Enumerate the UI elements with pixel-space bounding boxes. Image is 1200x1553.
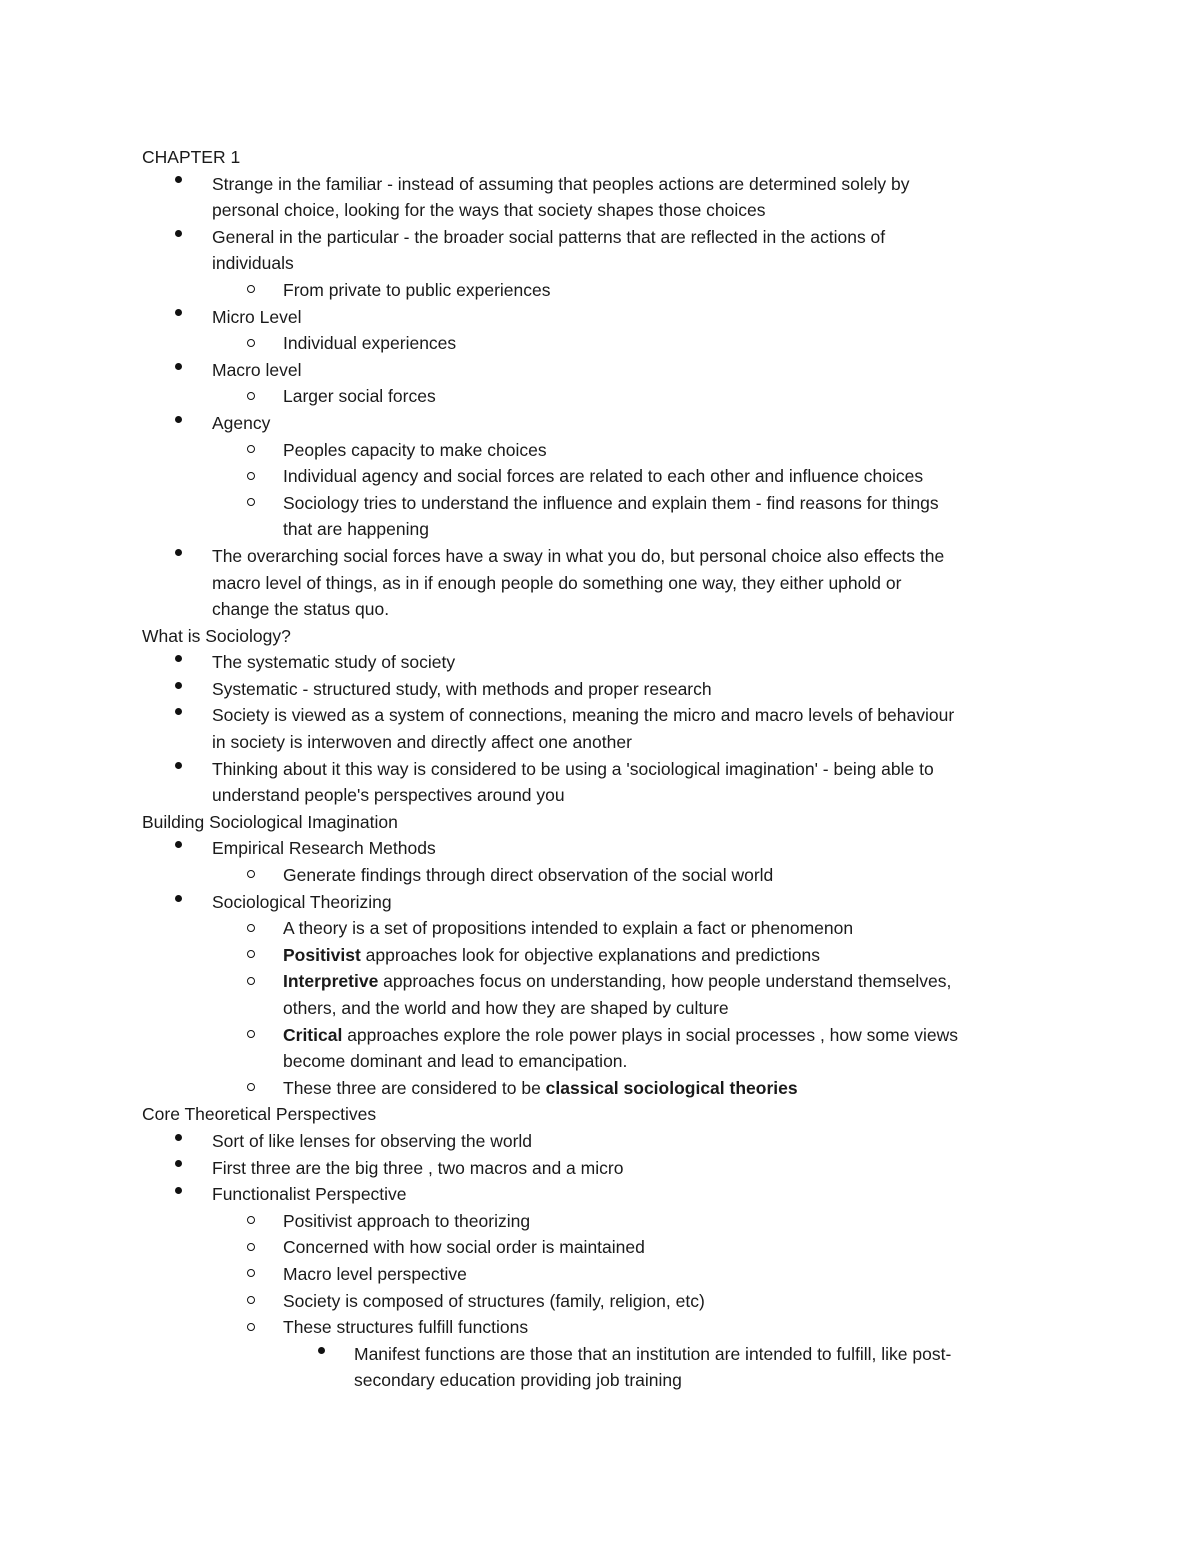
line-text: Society is composed of structures (family, religion, etc)	[283, 1290, 705, 1311]
hollow-bullet-icon	[247, 915, 255, 942]
list-item	[142, 1155, 1062, 1182]
line-text: Building Sociological Imagination	[142, 811, 398, 832]
list-item-continuation	[142, 729, 1062, 756]
section-heading	[142, 144, 1062, 171]
list-item	[142, 1288, 1062, 1315]
hollow-bullet-icon	[247, 463, 255, 490]
hollow-bullet-icon	[247, 862, 255, 889]
line-text: The overarching social forces have a sway in what you do, but personal choice also effects the	[212, 545, 945, 566]
list-item	[142, 1022, 1062, 1049]
list-item	[142, 357, 1062, 384]
list-item	[142, 330, 1062, 357]
list-item	[142, 862, 1062, 889]
list-item	[142, 649, 1062, 676]
list-item	[142, 756, 1062, 783]
list-item-continuation	[142, 570, 1062, 597]
list-item	[142, 410, 1062, 437]
list-item	[142, 224, 1062, 251]
list-item	[142, 889, 1062, 916]
bold-term: Positivist	[283, 944, 361, 965]
list-item-continuation	[142, 1367, 1062, 1394]
line-text: Manifest functions are those that an institution are intended to fulfill, like post-	[354, 1343, 952, 1364]
bullet-icon	[175, 171, 182, 198]
bullet-icon	[175, 756, 182, 783]
section-heading	[142, 809, 1062, 836]
line-text: Sociology tries to understand the influence and explain them - find reasons for things	[283, 492, 939, 513]
list-item	[142, 437, 1062, 464]
line-text: Sociological Theorizing	[212, 891, 392, 912]
line-text: approaches explore the role power plays in social processes , how some views	[342, 1024, 959, 1045]
list-item	[142, 463, 1062, 490]
hollow-bullet-icon	[247, 490, 255, 517]
list-item-continuation	[142, 995, 1062, 1022]
list-item	[142, 1075, 1062, 1102]
line-text: secondary education providing job training	[354, 1370, 682, 1391]
line-text: become dominant and lead to emancipation.	[283, 1051, 628, 1072]
line-text: CHAPTER 1	[142, 147, 241, 167]
list-item	[142, 171, 1062, 198]
line-text: A theory is a set of propositions intended to explain a fact or phenomenon	[283, 918, 854, 939]
line-text: General in the particular - the broader social patterns that are reflected in the actions of	[212, 226, 886, 247]
bullet-icon	[175, 889, 182, 916]
line-text: personal choice, looking for the ways that society shapes those choices	[212, 200, 766, 221]
bullet-icon	[175, 702, 182, 729]
hollow-bullet-icon	[247, 942, 255, 969]
line-text: macro level of things, as in if enough people do something one way, they either uphold or	[212, 572, 902, 593]
line-text: Generate findings through direct observation of the social world	[283, 865, 774, 886]
list-item	[142, 1234, 1062, 1261]
line-text: in society is interwoven and directly affect one another	[212, 732, 632, 753]
line-text: These structures fulfill functions	[283, 1317, 529, 1338]
hollow-bullet-icon	[247, 1208, 255, 1235]
hollow-bullet-icon	[247, 1288, 255, 1315]
line-text: individuals	[212, 253, 294, 274]
section-heading	[142, 623, 1062, 650]
list-item	[142, 1208, 1062, 1235]
bullet-icon	[175, 1155, 182, 1182]
hollow-bullet-icon	[247, 1075, 255, 1102]
bullet-icon	[175, 304, 182, 331]
line-text: Individual agency and social forces are related to each other and influence choices	[283, 466, 924, 487]
line-text: Agency	[212, 412, 271, 433]
list-item-continuation	[142, 250, 1062, 277]
line-text: understand people's perspectives around you	[212, 785, 565, 806]
bullet-icon	[175, 357, 182, 384]
bullet-icon	[175, 543, 182, 570]
bullet-icon	[175, 835, 182, 862]
hollow-bullet-icon	[247, 968, 255, 995]
line-text: Micro Level	[212, 306, 302, 327]
line-text: change the status quo.	[212, 599, 390, 620]
list-item	[142, 1181, 1062, 1208]
hollow-bullet-icon	[247, 383, 255, 410]
line-text: Concerned with how social order is maintained	[283, 1237, 645, 1258]
hollow-bullet-icon	[247, 1022, 255, 1049]
section-heading	[142, 1101, 1062, 1128]
bold-term: classical sociological theories	[545, 1077, 798, 1098]
line-text: What is Sociology?	[142, 625, 291, 646]
list-item	[142, 383, 1062, 410]
list-item	[142, 835, 1062, 862]
list-item	[142, 1341, 1062, 1368]
line-text: From private to public experiences	[283, 279, 551, 300]
list-item	[142, 702, 1062, 729]
line-text: Strange in the familiar - instead of assuming that peoples actions are determined solely by	[212, 173, 910, 194]
line-text: Systematic - structured study, with methods and proper research	[212, 678, 712, 699]
list-item	[142, 968, 1062, 995]
line-text: Positivist approach to theorizing	[283, 1210, 531, 1231]
document-page	[142, 144, 1062, 1394]
list-item	[142, 1314, 1062, 1341]
line-text: Core Theoretical Perspectives	[142, 1104, 377, 1125]
bold-term: Interpretive	[283, 971, 379, 992]
line-text: Functionalist Perspective	[212, 1184, 407, 1205]
list-item	[142, 1261, 1062, 1288]
line-text: Peoples capacity to make choices	[283, 439, 547, 460]
line-text: that are happening	[283, 519, 429, 540]
list-item-continuation	[142, 516, 1062, 543]
list-item	[142, 942, 1062, 969]
hollow-bullet-icon	[247, 277, 255, 304]
hollow-bullet-icon	[247, 1314, 255, 1341]
line-text: Macro level	[212, 359, 302, 380]
list-item	[142, 490, 1062, 517]
bold-term: Critical	[283, 1024, 343, 1045]
line-text: Society is viewed as a system of connections, meaning the micro and macro levels of behaviour	[212, 705, 955, 726]
line-text: approaches look for objective explanations and predictions	[360, 944, 820, 965]
hollow-bullet-icon	[247, 1234, 255, 1261]
line-text: Thinking about it this way is considered to be using a 'sociological imagination' - being able to	[212, 758, 934, 779]
list-item	[142, 277, 1062, 304]
line-text: Larger social forces	[283, 386, 436, 407]
list-item	[142, 915, 1062, 942]
hollow-bullet-icon	[247, 330, 255, 357]
line-text: approaches focus on understanding, how people understand themselves,	[378, 971, 952, 992]
list-item	[142, 1128, 1062, 1155]
line-text: others, and the world and how they are shaped by culture	[283, 998, 729, 1018]
bullet-icon	[175, 1128, 182, 1155]
line-text: First three are the big three , two macros and a micro	[212, 1157, 624, 1178]
list-item-continuation	[142, 197, 1062, 224]
bullet-icon	[175, 410, 182, 437]
bullet-icon	[175, 1181, 182, 1208]
hollow-bullet-icon	[247, 1261, 255, 1288]
line-text: Individual experiences	[283, 333, 457, 354]
line-text: Empirical Research Methods	[212, 838, 436, 859]
line-text: The systematic study of society	[212, 652, 456, 673]
line-text: Sort of like lenses for observing the world	[212, 1130, 533, 1151]
line-text: Macro level perspective	[283, 1263, 467, 1284]
list-item-continuation	[142, 596, 1062, 623]
list-item	[142, 676, 1062, 703]
list-item	[142, 543, 1062, 570]
hollow-bullet-icon	[247, 437, 255, 464]
bullet-icon	[318, 1341, 325, 1368]
bullet-icon	[175, 224, 182, 251]
list-item	[142, 304, 1062, 331]
list-item-continuation	[142, 782, 1062, 809]
bullet-icon	[175, 676, 182, 703]
list-item-continuation	[142, 1048, 1062, 1075]
bullet-icon	[175, 649, 182, 676]
line-text: These three are considered to be	[283, 1077, 546, 1098]
